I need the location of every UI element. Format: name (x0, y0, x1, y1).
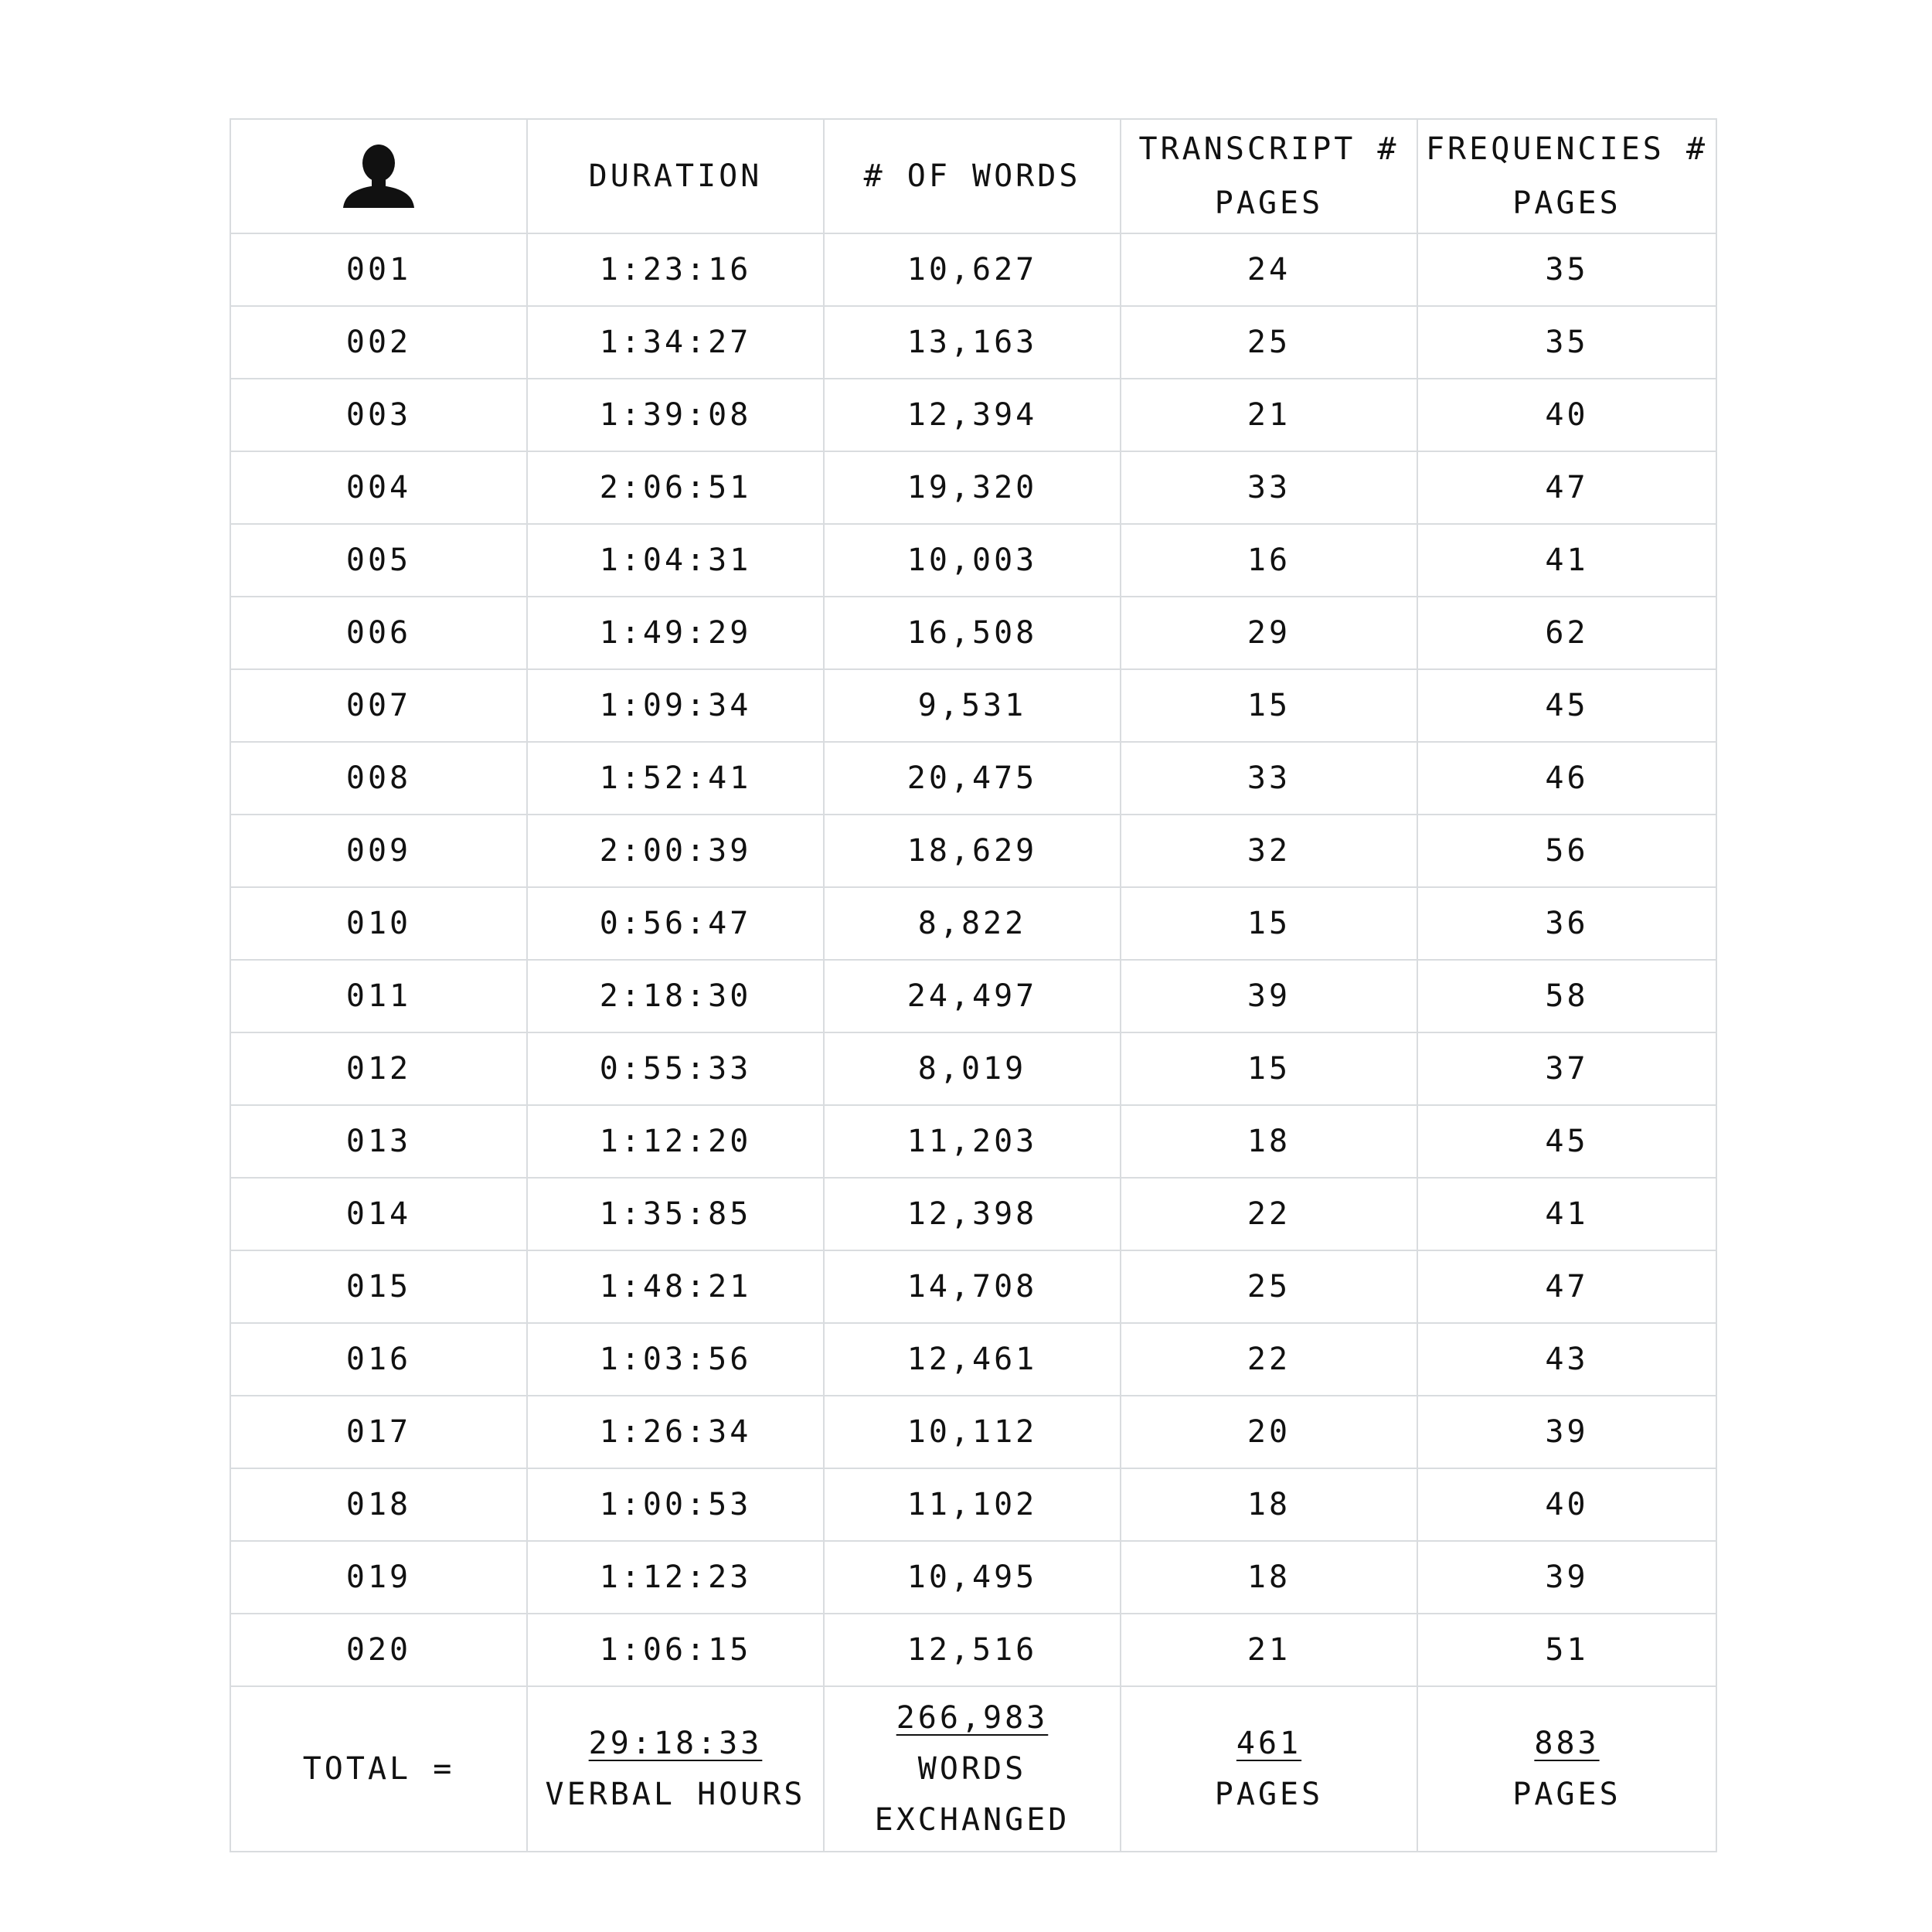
cell-duration: 2:00:39 (527, 815, 824, 887)
interview-stats-table (230, 118, 1717, 1852)
cell-id: 009 (230, 815, 527, 887)
cell-transcript-pages: 15 (1121, 887, 1417, 960)
totals-transcript-value: 461 (1236, 1726, 1302, 1761)
cell-duration: 1:39:08 (527, 379, 824, 451)
totals-duration-cell (527, 1686, 824, 1852)
header-duration (527, 119, 824, 233)
cell-transcript-pages: 25 (1121, 306, 1417, 379)
header-frequencies-line1: FREQUENCIES # (1425, 131, 1709, 167)
cell-duration: 1:12:20 (527, 1105, 824, 1178)
totals-words-caption-line2: EXCHANGED (874, 1802, 1070, 1838)
table-row (230, 1541, 1716, 1614)
cell-transcript-pages: 22 (1121, 1178, 1417, 1250)
cell-frequencies-pages: 43 (1417, 1323, 1716, 1396)
table-row (230, 887, 1716, 960)
person-silhouette-icon (342, 145, 416, 208)
cell-transcript-pages: 25 (1121, 1250, 1417, 1323)
cell-id: 003 (230, 379, 527, 451)
header-row (230, 119, 1716, 233)
totals-words-caption-line1: WORDS (917, 1751, 1027, 1787)
header-duration-label: DURATION (588, 158, 763, 194)
cell-id: 002 (230, 306, 527, 379)
cell-frequencies-pages: 45 (1417, 669, 1716, 742)
cell-id: 004 (230, 451, 527, 524)
cell-transcript-pages: 39 (1121, 960, 1417, 1032)
cell-frequencies-pages: 40 (1417, 379, 1716, 451)
cell-transcript-pages: 22 (1121, 1323, 1417, 1396)
cell-words: 8,019 (824, 1032, 1121, 1105)
cell-duration: 1:09:34 (527, 669, 824, 742)
cell-transcript-pages: 33 (1121, 742, 1417, 815)
cell-words: 16,508 (824, 597, 1121, 669)
cell-frequencies-pages: 47 (1417, 1250, 1716, 1323)
cell-id: 019 (230, 1541, 527, 1614)
cell-id: 005 (230, 524, 527, 597)
table-row (230, 1468, 1716, 1541)
table-row (230, 1105, 1716, 1178)
cell-id: 010 (230, 887, 527, 960)
header-person (230, 119, 527, 233)
cell-frequencies-pages: 35 (1417, 306, 1716, 379)
totals-words-cell (824, 1686, 1121, 1852)
cell-words: 12,516 (824, 1614, 1121, 1686)
totals-label: TOTAL = (302, 1751, 455, 1787)
cell-frequencies-pages: 51 (1417, 1614, 1716, 1686)
cell-duration: 0:55:33 (527, 1032, 824, 1105)
cell-frequencies-pages: 41 (1417, 524, 1716, 597)
cell-duration: 1:12:23 (527, 1541, 824, 1614)
table-row (230, 1323, 1716, 1396)
table-row (230, 524, 1716, 597)
header-words (824, 119, 1121, 233)
table-row (230, 1396, 1716, 1468)
cell-transcript-pages: 32 (1121, 815, 1417, 887)
cell-duration: 2:06:51 (527, 451, 824, 524)
cell-duration: 1:34:27 (527, 306, 824, 379)
header-transcript (1121, 119, 1417, 233)
header-words-label: # OF WORDS (863, 158, 1081, 194)
cell-transcript-pages: 18 (1121, 1468, 1417, 1541)
table-row (230, 1178, 1716, 1250)
cell-duration: 1:06:15 (527, 1614, 824, 1686)
cell-id: 015 (230, 1250, 527, 1323)
cell-id: 006 (230, 597, 527, 669)
cell-words: 10,627 (824, 233, 1121, 306)
cell-duration: 2:18:30 (527, 960, 824, 1032)
table-row (230, 379, 1716, 451)
table-row (230, 742, 1716, 815)
cell-transcript-pages: 21 (1121, 379, 1417, 451)
cell-duration: 1:00:53 (527, 1468, 824, 1541)
cell-duration: 1:26:34 (527, 1396, 824, 1468)
cell-duration: 1:23:16 (527, 233, 824, 306)
data-table-container (230, 118, 1716, 1852)
cell-words: 18,629 (824, 815, 1121, 887)
totals-transcript-cell (1121, 1686, 1417, 1852)
table-row (230, 960, 1716, 1032)
table-row (230, 451, 1716, 524)
cell-transcript-pages: 21 (1121, 1614, 1417, 1686)
cell-transcript-pages: 33 (1121, 451, 1417, 524)
cell-id: 008 (230, 742, 527, 815)
cell-transcript-pages: 20 (1121, 1396, 1417, 1468)
cell-transcript-pages: 24 (1121, 233, 1417, 306)
cell-transcript-pages: 16 (1121, 524, 1417, 597)
table-row (230, 1614, 1716, 1686)
cell-words: 10,112 (824, 1396, 1121, 1468)
cell-transcript-pages: 29 (1121, 597, 1417, 669)
cell-id: 016 (230, 1323, 527, 1396)
cell-duration: 0:56:47 (527, 887, 824, 960)
cell-id: 001 (230, 233, 527, 306)
cell-id: 012 (230, 1032, 527, 1105)
cell-words: 12,398 (824, 1178, 1121, 1250)
cell-frequencies-pages: 36 (1417, 887, 1716, 960)
cell-transcript-pages: 15 (1121, 669, 1417, 742)
totals-duration-caption: VERBAL HOURS (545, 1777, 806, 1812)
cell-words: 13,163 (824, 306, 1121, 379)
cell-frequencies-pages: 58 (1417, 960, 1716, 1032)
cell-duration: 1:03:56 (527, 1323, 824, 1396)
cell-id: 017 (230, 1396, 527, 1468)
cell-id: 014 (230, 1178, 527, 1250)
totals-words-value: 266,983 (896, 1700, 1049, 1736)
cell-id: 011 (230, 960, 527, 1032)
cell-frequencies-pages: 45 (1417, 1105, 1716, 1178)
table-row (230, 815, 1716, 887)
cell-words: 11,203 (824, 1105, 1121, 1178)
cell-transcript-pages: 18 (1121, 1105, 1417, 1178)
cell-words: 8,822 (824, 887, 1121, 960)
cell-words: 10,003 (824, 524, 1121, 597)
cell-words: 9,531 (824, 669, 1121, 742)
cell-transcript-pages: 18 (1121, 1541, 1417, 1614)
table-row (230, 306, 1716, 379)
cell-frequencies-pages: 62 (1417, 597, 1716, 669)
table-row (230, 1250, 1716, 1323)
cell-words: 10,495 (824, 1541, 1121, 1614)
totals-row (230, 1686, 1716, 1852)
cell-id: 007 (230, 669, 527, 742)
cell-frequencies-pages: 47 (1417, 451, 1716, 524)
totals-duration-value: 29:18:33 (588, 1726, 763, 1761)
cell-frequencies-pages: 39 (1417, 1541, 1716, 1614)
cell-words: 11,102 (824, 1468, 1121, 1541)
cell-id: 018 (230, 1468, 527, 1541)
cell-transcript-pages: 15 (1121, 1032, 1417, 1105)
cell-id: 020 (230, 1614, 527, 1686)
header-frequencies-line2: PAGES (1512, 185, 1621, 221)
cell-frequencies-pages: 39 (1417, 1396, 1716, 1468)
header-transcript-line1: TRANSCRIPT # (1138, 131, 1400, 167)
cell-id: 013 (230, 1105, 527, 1178)
table-body (230, 233, 1716, 1686)
cell-words: 12,461 (824, 1323, 1121, 1396)
cell-words: 19,320 (824, 451, 1121, 524)
totals-label-cell (230, 1686, 527, 1852)
cell-frequencies-pages: 46 (1417, 742, 1716, 815)
cell-frequencies-pages: 40 (1417, 1468, 1716, 1541)
cell-frequencies-pages: 37 (1417, 1032, 1716, 1105)
table-row (230, 233, 1716, 306)
cell-words: 24,497 (824, 960, 1121, 1032)
cell-frequencies-pages: 56 (1417, 815, 1716, 887)
header-frequencies (1417, 119, 1716, 233)
cell-duration: 1:49:29 (527, 597, 824, 669)
cell-frequencies-pages: 41 (1417, 1178, 1716, 1250)
cell-words: 20,475 (824, 742, 1121, 815)
cell-words: 12,394 (824, 379, 1121, 451)
totals-frequencies-cell (1417, 1686, 1716, 1852)
cell-frequencies-pages: 35 (1417, 233, 1716, 306)
cell-duration: 1:48:21 (527, 1250, 824, 1323)
totals-transcript-caption: PAGES (1214, 1777, 1324, 1812)
table-row (230, 669, 1716, 742)
table-row (230, 597, 1716, 669)
cell-duration: 1:04:31 (527, 524, 824, 597)
totals-frequencies-value: 883 (1534, 1726, 1600, 1761)
cell-words: 14,708 (824, 1250, 1121, 1323)
header-transcript-line2: PAGES (1214, 185, 1324, 221)
cell-duration: 1:35:85 (527, 1178, 824, 1250)
table-row (230, 1032, 1716, 1105)
cell-duration: 1:52:41 (527, 742, 824, 815)
totals-frequencies-caption: PAGES (1512, 1777, 1621, 1812)
